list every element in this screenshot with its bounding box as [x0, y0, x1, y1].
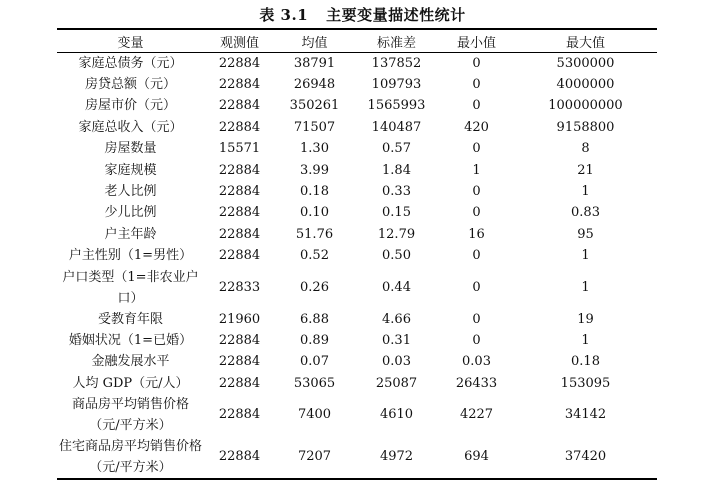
cell-mean: 350261 [289, 98, 340, 114]
cell-max: 4000000 [556, 77, 615, 93]
cell-std-dev: 0.15 [382, 205, 411, 221]
cell-std-dev: 4972 [379, 449, 414, 465]
cell-min: 0 [472, 279, 481, 295]
cell-observations: 22884 [218, 55, 261, 71]
cell-std-dev: 25087 [375, 375, 418, 391]
table-row [57, 160, 657, 181]
cell-mean: 53065 [293, 375, 336, 391]
header-observations: 观测值 [219, 35, 259, 51]
cell-min: 420 [464, 119, 489, 135]
cell-mean: 38791 [293, 55, 336, 71]
cell-observations: 15571 [218, 141, 261, 157]
cell-max: 153095 [560, 375, 611, 391]
cell-mean: 51.76 [295, 226, 334, 242]
cell-std-dev: 4610 [379, 407, 414, 423]
cell-variable: 家庭总债务（元） [78, 55, 183, 71]
table-row [57, 352, 657, 373]
cell-variable: 少儿比例 [104, 205, 157, 221]
cell-max: 8 [581, 141, 590, 157]
cell-max: 1 [581, 248, 590, 264]
table-row [57, 267, 657, 309]
cell-std-dev: 1.84 [382, 162, 411, 178]
cell-mean: 6.88 [300, 311, 329, 327]
cell-variable: 房贷总额（元） [84, 77, 176, 93]
cell-observations: 22884 [218, 98, 261, 114]
cell-mean: 0.18 [300, 184, 329, 200]
cell-observations: 22884 [218, 184, 261, 200]
cell-std-dev: 109793 [371, 77, 422, 93]
cell-std-dev: 0.33 [382, 184, 411, 200]
table-title: 主要变量描述性统计 [326, 6, 466, 24]
cell-min: 0 [472, 332, 481, 348]
cell-max: 1 [581, 332, 590, 348]
cell-mean: 71507 [293, 119, 336, 135]
cell-observations: 22884 [218, 248, 261, 264]
cell-min: 0 [472, 248, 481, 264]
cell-variable: 住宅商品房平均销售价格（元/平方米） [58, 439, 202, 476]
cell-max: 5300000 [556, 55, 615, 71]
table-row [57, 309, 657, 330]
cell-mean: 3.99 [300, 162, 329, 178]
cell-variable: 户主年龄 [104, 226, 157, 242]
cell-min: 4227 [459, 407, 494, 423]
cell-std-dev: 0.03 [382, 354, 411, 370]
cell-mean: 0.10 [300, 205, 329, 221]
cell-observations: 22884 [218, 375, 261, 391]
cell-std-dev: 137852 [371, 55, 422, 71]
cell-variable: 房屋数量 [104, 141, 157, 157]
cell-variable: 受教育年限 [97, 311, 163, 327]
cell-std-dev: 1565993 [367, 98, 426, 114]
cell-min: 0 [472, 98, 481, 114]
table-row [57, 394, 657, 436]
cell-max: 21 [577, 162, 594, 178]
cell-mean: 0.89 [300, 332, 329, 348]
cell-max: 34142 [564, 407, 607, 423]
table-row [57, 330, 657, 351]
table-row [57, 246, 657, 267]
cell-max: 37420 [564, 449, 607, 465]
table-row [57, 96, 657, 117]
header-mean: 均值 [301, 35, 328, 51]
table-row [57, 373, 657, 394]
cell-observations: 22884 [218, 332, 261, 348]
cell-mean: 1.30 [300, 141, 329, 157]
cell-min: 16 [468, 226, 485, 242]
cell-std-dev: 4.66 [382, 311, 411, 327]
cell-min: 0 [472, 184, 481, 200]
cell-mean: 7400 [297, 407, 332, 423]
header-min: 最小值 [456, 35, 496, 51]
cell-std-dev: 0.44 [382, 279, 411, 295]
cell-observations: 22884 [218, 77, 261, 93]
header-variable: 变量 [117, 35, 144, 51]
cell-observations: 22884 [218, 226, 261, 242]
table-row [57, 74, 657, 95]
cell-variable: 户口类型（1=非农业户口） [62, 269, 199, 306]
cell-min: 0 [472, 311, 481, 327]
cell-observations: 22884 [218, 407, 261, 423]
cell-observations: 22884 [218, 354, 261, 370]
cell-observations: 22884 [218, 205, 261, 221]
table-body [57, 53, 657, 480]
cell-max: 1 [581, 279, 590, 295]
cell-min: 1 [472, 162, 481, 178]
cell-max: 9158800 [556, 119, 615, 135]
cell-observations: 22833 [218, 279, 261, 295]
cell-mean: 0.52 [300, 248, 329, 264]
cell-mean: 0.07 [300, 354, 329, 370]
header-std-dev: 标准差 [376, 35, 416, 51]
cell-min: 0 [472, 205, 481, 221]
cell-variable: 金融发展水平 [91, 354, 170, 370]
table-row [57, 203, 657, 224]
cell-std-dev: 140487 [371, 119, 422, 135]
cell-variable: 家庭规模 [104, 162, 157, 178]
table-number: 表 3.1 [259, 6, 309, 24]
table-caption [0, 4, 725, 25]
table-row [57, 224, 657, 245]
cell-std-dev: 0.50 [382, 248, 411, 264]
cell-min: 0 [472, 55, 481, 71]
cell-min: 694 [464, 449, 489, 465]
cell-min: 0 [472, 77, 481, 93]
cell-std-dev: 0.57 [382, 141, 411, 157]
table-row [57, 117, 657, 138]
cell-min: 0.03 [462, 354, 491, 370]
cell-max: 1 [581, 184, 590, 200]
cell-min: 26433 [455, 375, 498, 391]
cell-std-dev: 12.79 [377, 226, 416, 242]
cell-max: 95 [577, 226, 594, 242]
table-row [57, 181, 657, 202]
table-row [57, 436, 657, 479]
header-max: 最大值 [565, 35, 605, 51]
table-row [57, 139, 657, 160]
cell-observations: 21960 [218, 311, 261, 327]
cell-variable: 婚姻状况（1=已婚） [68, 332, 193, 348]
cell-max: 0.18 [571, 354, 600, 370]
cell-observations: 22884 [218, 162, 261, 178]
cell-mean: 26948 [293, 77, 336, 93]
cell-variable: 家庭总收入（元） [78, 119, 183, 135]
statistics-table [57, 28, 657, 480]
cell-observations: 22884 [218, 119, 261, 135]
cell-variable: 房屋市价（元） [84, 98, 176, 114]
cell-observations: 22884 [218, 449, 261, 465]
cell-min: 0 [472, 141, 481, 157]
cell-mean: 0.26 [300, 279, 329, 295]
cell-variable: 老人比例 [104, 184, 157, 200]
cell-mean: 7207 [297, 449, 332, 465]
table-row [57, 53, 657, 75]
cell-max: 100000000 [548, 98, 623, 114]
cell-variable: 人均 GDP（元/人） [72, 375, 189, 391]
cell-variable: 户主性别（1=男性） [68, 248, 193, 264]
header-row [57, 29, 657, 53]
cell-std-dev: 0.31 [382, 332, 411, 348]
cell-max: 0.83 [571, 205, 600, 221]
cell-max: 19 [577, 311, 594, 327]
cell-variable: 商品房平均销售价格（元/平方米） [71, 397, 189, 434]
